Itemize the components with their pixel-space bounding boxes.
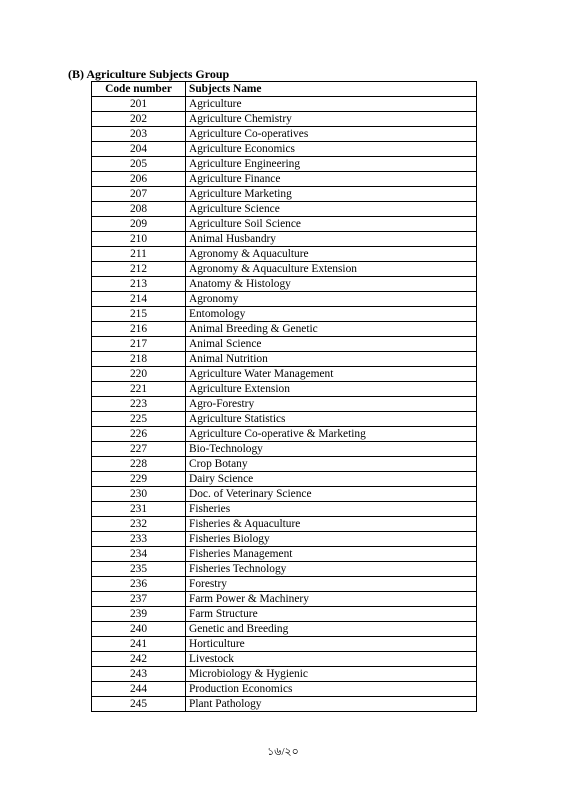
subject-name-cell: Agriculture Economics [186,142,477,157]
code-number-cell: 242 [92,652,186,667]
subject-name-cell: Farm Power & Machinery [186,592,477,607]
subject-name-cell: Farm Structure [186,607,477,622]
code-number-cell: 201 [92,97,186,112]
code-number-cell: 245 [92,697,186,712]
code-number-cell: 234 [92,547,186,562]
code-number-cell: 206 [92,172,186,187]
code-number-cell: 217 [92,337,186,352]
code-number-cell: 239 [92,607,186,622]
subject-name-cell: Agriculture Chemistry [186,112,477,127]
subject-name-cell: Genetic and Breeding [186,622,477,637]
subject-name-cell: Doc. of Veterinary Science [186,487,477,502]
table-row [92,487,477,502]
table-row [92,277,477,292]
code-number-cell: 209 [92,217,186,232]
table-row [92,97,477,112]
code-number-cell: 213 [92,277,186,292]
code-number-cell: 240 [92,622,186,637]
page-number: ১৬/২০ [267,746,299,758]
subject-name-cell: Fisheries Technology [186,562,477,577]
code-number-cell: 211 [92,247,186,262]
subject-name-cell: Horticulture [186,637,477,652]
table-row [92,172,477,187]
subject-name-cell: Agronomy [186,292,477,307]
table-row [92,367,477,382]
code-number-cell: 230 [92,487,186,502]
code-number-cell: 235 [92,562,186,577]
subject-name-cell: Agriculture Co-operatives [186,127,477,142]
table-row [92,232,477,247]
code-number-cell: 223 [92,397,186,412]
table-row [92,352,477,367]
table-row [92,667,477,682]
table-row [92,157,477,172]
table-row [92,697,477,712]
subject-name-cell: Dairy Science [186,472,477,487]
code-number-cell: 231 [92,502,186,517]
table-row [92,457,477,472]
subject-name-cell: Agriculture Statistics [186,412,477,427]
table-row [92,622,477,637]
code-number-cell: 244 [92,682,186,697]
table-row [92,607,477,622]
table-row [92,262,477,277]
subject-name-cell: Entomology [186,307,477,322]
code-number-cell: 220 [92,367,186,382]
table-row [92,412,477,427]
table-row [92,382,477,397]
table-row [92,592,477,607]
code-number-cell: 237 [92,592,186,607]
subjects-name-header: Subjects Name [186,82,477,97]
subject-name-cell: Animal Breeding & Genetic [186,322,477,337]
subject-name-cell: Fisheries [186,502,477,517]
code-number-cell: 236 [92,577,186,592]
subject-name-cell: Crop Botany [186,457,477,472]
table-row [92,682,477,697]
subject-name-cell: Microbiology & Hygienic [186,667,477,682]
subject-name-cell: Agronomy & Aquaculture [186,247,477,262]
table-header-row [92,82,477,97]
table-row [92,472,477,487]
table-row [92,637,477,652]
subject-name-cell: Agriculture Soil Science [186,217,477,232]
subject-name-cell: Plant Pathology [186,697,477,712]
table-row [92,322,477,337]
subject-name-cell: Fisheries Management [186,547,477,562]
subjects-table-body [92,97,477,712]
section-title: (B) Agriculture Subjects Group [68,67,230,81]
table-row [92,652,477,667]
table-row [92,547,477,562]
code-number-cell: 204 [92,142,186,157]
code-number-cell: 215 [92,307,186,322]
code-number-cell: 210 [92,232,186,247]
subject-name-cell: Agronomy & Aquaculture Extension [186,262,477,277]
code-number-cell: 214 [92,292,186,307]
subject-name-cell: Fisheries & Aquaculture [186,517,477,532]
subjects-table [91,81,477,712]
code-number-cell: 229 [92,472,186,487]
code-number-cell: 203 [92,127,186,142]
code-number-cell: 202 [92,112,186,127]
code-number-cell: 227 [92,442,186,457]
code-number-cell: 208 [92,202,186,217]
code-number-cell: 233 [92,532,186,547]
table-row [92,217,477,232]
code-number-cell: 225 [92,412,186,427]
subject-name-cell: Anatomy & Histology [186,277,477,292]
subject-name-cell: Bio-Technology [186,442,477,457]
code-number-cell: 212 [92,262,186,277]
table-row [92,142,477,157]
subject-name-cell: Animal Husbandry [186,232,477,247]
code-number-cell: 207 [92,187,186,202]
subject-name-cell: Agriculture Marketing [186,187,477,202]
subject-name-cell: Agro-Forestry [186,397,477,412]
code-number-cell: 228 [92,457,186,472]
table-row [92,127,477,142]
code-number-header: Code number [92,82,186,97]
subject-name-cell: Agriculture Water Management [186,367,477,382]
subject-name-cell: Agriculture [186,97,477,112]
table-row [92,397,477,412]
subject-name-cell: Animal Nutrition [186,352,477,367]
table-row [92,202,477,217]
code-number-cell: 232 [92,517,186,532]
subject-name-cell: Agriculture Co-operative & Marketing [186,427,477,442]
subject-name-cell: Agriculture Engineering [186,157,477,172]
subject-name-cell: Agriculture Finance [186,172,477,187]
subject-name-cell: Animal Science [186,337,477,352]
table-row [92,292,477,307]
code-number-cell: 218 [92,352,186,367]
table-row [92,502,477,517]
table-row [92,517,477,532]
table-row [92,187,477,202]
table-row [92,577,477,592]
table-row [92,427,477,442]
subject-name-cell: Agriculture Science [186,202,477,217]
code-number-cell: 241 [92,637,186,652]
subject-name-cell: Livestock [186,652,477,667]
code-number-cell: 243 [92,667,186,682]
subject-name-cell: Production Economics [186,682,477,697]
table-row [92,247,477,262]
subject-name-cell: Agriculture Extension [186,382,477,397]
table-row [92,112,477,127]
code-number-cell: 216 [92,322,186,337]
table-row [92,307,477,322]
subject-name-cell: Forestry [186,577,477,592]
subject-name-cell: Fisheries Biology [186,532,477,547]
code-number-cell: 226 [92,427,186,442]
table-row [92,442,477,457]
table-row [92,532,477,547]
code-number-cell: 205 [92,157,186,172]
table-row [92,337,477,352]
table-row [92,562,477,577]
code-number-cell: 221 [92,382,186,397]
